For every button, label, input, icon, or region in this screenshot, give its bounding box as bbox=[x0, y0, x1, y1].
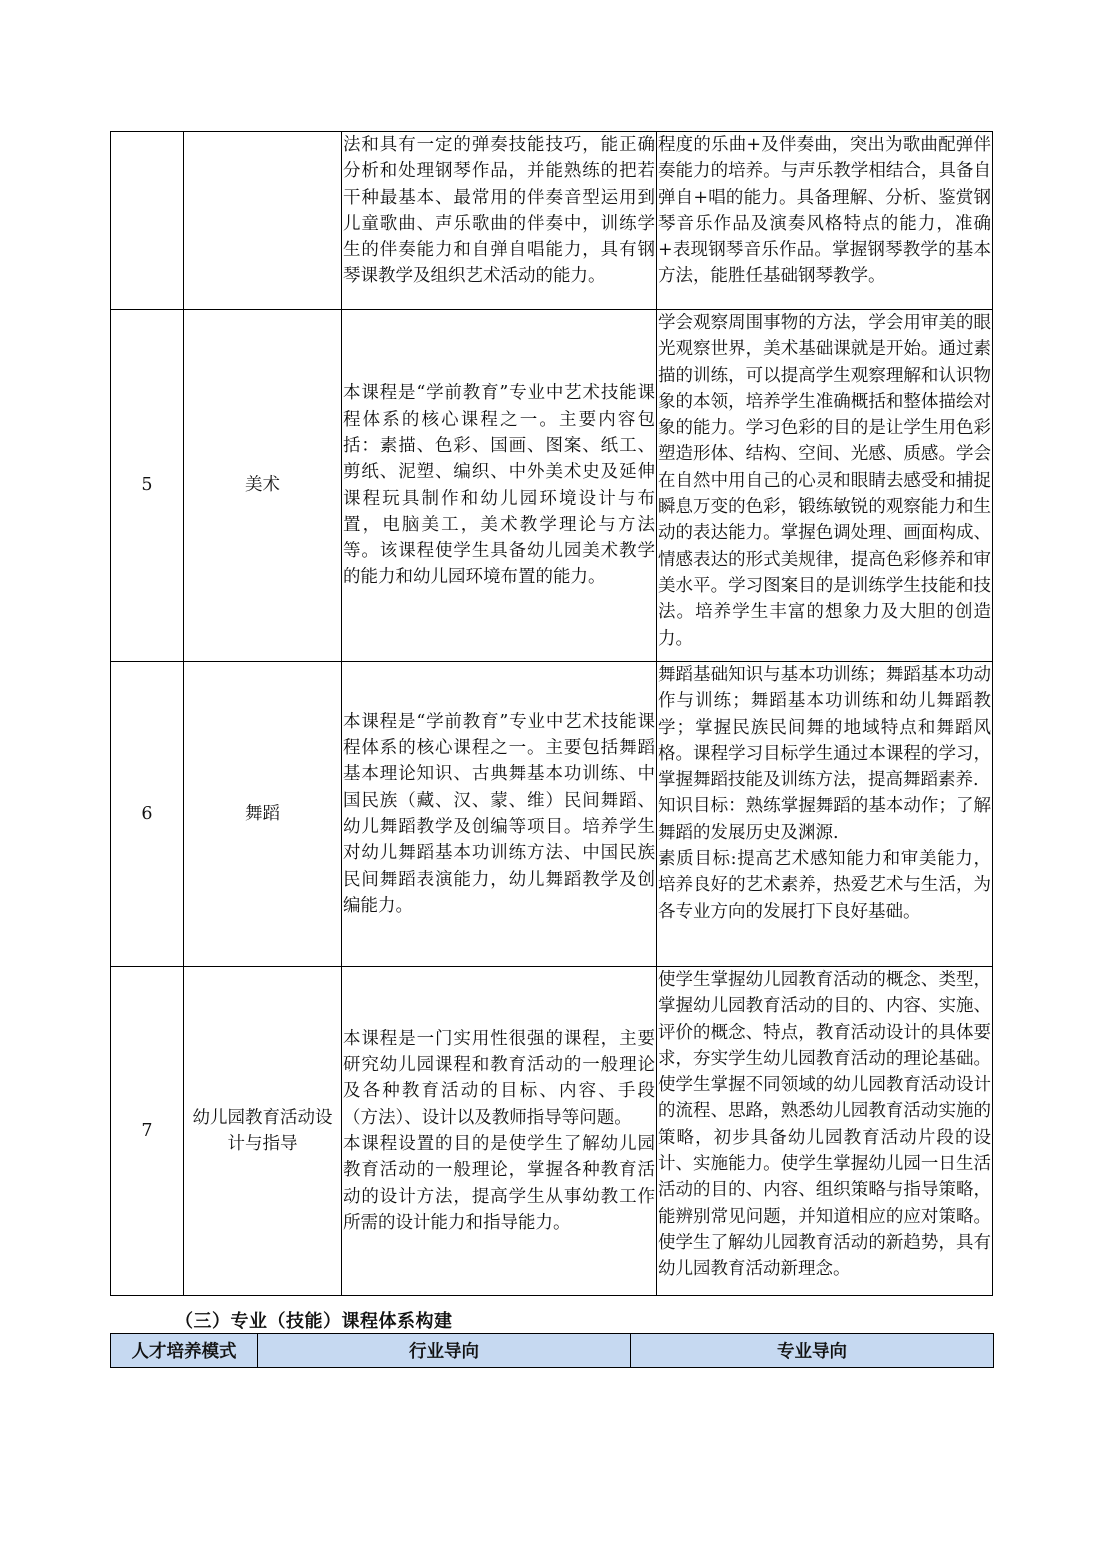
goal-paragraph: 舞蹈基础知识与基本功训练；舞蹈基本功动作与训练；舞蹈基本功训练和幼儿舞蹈教学；掌握民族民间舞的地域特点和舞蹈风格。课程学习目标学生通过本课程的学习，掌握舞蹈技能及训练方法，提高舞蹈素养. bbox=[658, 665, 991, 791]
goal-paragraph: 使学生掌握幼儿园教育活动的概念、类型，掌握幼儿园教育活动的目的、内容、实施、评价的概念、特点，教育活动设计的具体要求，夯实学生幼儿园教育活动的理论基础。使学生掌握不同领域的幼儿园教育活动设计的流程、思路，熟悉幼儿园教育活动实施的策略，初步具备幼儿园教育活动片段的设计、实施能力。使学生掌握幼儿园一日生活活动的目的、内容、组织策略与指导策略，能辨别常见问题，并知道相应的应对策略。使学生了解幼儿园教育活动的新趋势，具有幼儿园教育活动新理念。 bbox=[658, 970, 991, 1280]
course-number bbox=[111, 132, 184, 310]
training-mode-table bbox=[110, 1333, 994, 1368]
table-row bbox=[111, 310, 993, 662]
course-goal bbox=[657, 967, 993, 1296]
course-name bbox=[184, 132, 342, 310]
header-row bbox=[111, 1334, 994, 1368]
course-table bbox=[110, 131, 993, 1296]
course-name: 幼儿园教育活动设计与指导 bbox=[184, 967, 342, 1296]
course-number: 7 bbox=[111, 967, 184, 1296]
description-paragraph: 本课程是“学前教育”专业中艺术技能课程体系的核心课程之一。主要包括舞蹈基本理论知识、古典舞基本功训练、中国民族（藏、汉、蒙、维）民间舞蹈、幼儿舞蹈教学及创编等项目。培养学生对幼儿舞蹈基本功训练方法、中国民族民间舞蹈表演能力，幼儿舞蹈教学及创编能力。 bbox=[343, 711, 655, 916]
column-header: 专业导向 bbox=[631, 1334, 994, 1368]
goal-paragraph: 知识目标：熟练掌握舞蹈的基本动作；了解舞蹈的发展历史及渊源. bbox=[658, 796, 991, 843]
column-header: 人才培养模式 bbox=[111, 1334, 258, 1368]
course-goal bbox=[657, 662, 993, 967]
course-goal bbox=[657, 132, 993, 310]
course-description bbox=[342, 310, 657, 662]
course-description bbox=[342, 967, 657, 1296]
table-row bbox=[111, 662, 993, 967]
section-heading: （三）专业（技能）课程体系构建 bbox=[175, 1311, 453, 1332]
description-paragraph: 本课程设置的目的是使学生了解幼儿园教育活动的一般理论，掌握各种教育活动的设计方法，提高学生从事幼教工作所需的设计能力和指导能力。 bbox=[343, 1134, 655, 1233]
description-paragraph: 本课程是“学前教育”专业中艺术技能课程体系的核心课程之一。主要内容包括：素描、色彩、国画、图案、纸工、剪纸、泥塑、编织、中外美术史及延伸课程玩具制作和幼儿园环境设计与布置，电脑美工，美术教学理论与方法等。该课程使学生具备幼儿园美术教学的能力和幼儿园环境布置的能力。 bbox=[343, 383, 655, 588]
course-description bbox=[342, 662, 657, 967]
course-goal bbox=[657, 310, 993, 662]
description-paragraph: 本课程是一门实用性很强的课程，主要研究幼儿园课程和教育活动的一般理论及各种教育活动的目标、内容、手段（方法）、设计以及教师指导等问题。 bbox=[343, 1028, 655, 1128]
course-name: 舞蹈 bbox=[184, 662, 342, 967]
course-number: 5 bbox=[111, 310, 184, 662]
course-number: 6 bbox=[111, 662, 184, 967]
goal-paragraph: 程度的乐曲+及伴奏曲，突出为歌曲配弹伴奏能力的培养。与声乐教学相结合，具备自弹自+唱的能力。具备理解、分析、鉴赏钢琴音乐作品及演奏风格特点的能力，准确+表现钢琴音乐作品。掌握钢琴教学的基本方法，能胜任基础钢琴教学。 bbox=[658, 135, 991, 287]
goal-paragraph: 学会观察周围事物的方法，学会用审美的眼光观察世界，美术基础课就是开始。通过素描的训练，可以提高学生观察理解和认识物象的本领，培养学生准确概括和整体描绘对象的能力。学习色彩的目的是让学生用色彩塑造形体、结构、空间、光感、质感。学会在自然中用自己的心灵和眼睛去感受和捕捉瞬息万变的色彩，锻练敏锐的观察能力和生动的表达能力。掌握色调处理、画面构成、情感表达的形式美规律，提高色彩修养和审美水平。学习图案目的是训练学生技能和技法。培养学生丰富的想象力及大胆的创造力。 bbox=[658, 313, 991, 649]
table-row bbox=[111, 967, 993, 1296]
course-description bbox=[342, 132, 657, 310]
column-header: 行业导向 bbox=[258, 1334, 631, 1368]
table-row bbox=[111, 132, 993, 310]
course-name: 美术 bbox=[184, 310, 342, 662]
description-paragraph: 法和具有一定的弹奏技能技巧，能正确分析和处理钢琴作品，并能熟练的把若干种最基本、最常用的伴奏音型运用到儿童歌曲、声乐歌曲的伴奏中，训练学生的伴奏能力和自弹自唱能力，具有钢琴课教学及组织艺术活动的能力。 bbox=[343, 135, 655, 287]
goal-paragraph: 素质目标:提高艺术感知能力和审美能力，培养良好的艺术素养，热爱艺术与生活，为各专业方向的发展打下良好基础。 bbox=[658, 849, 991, 922]
